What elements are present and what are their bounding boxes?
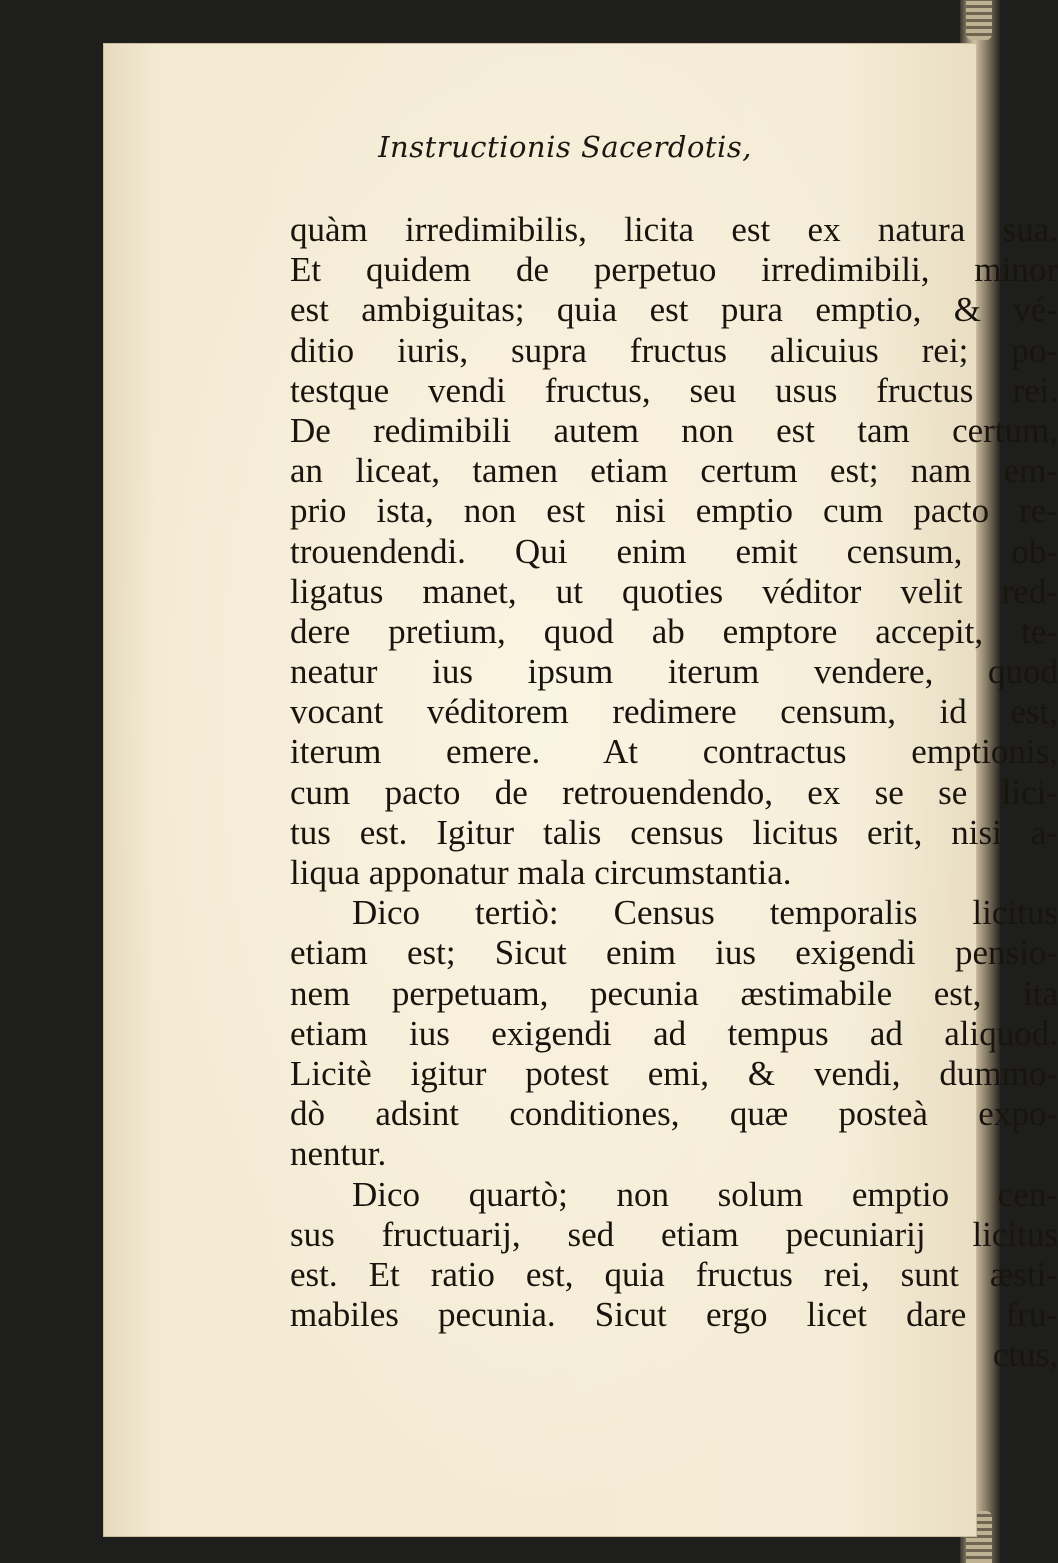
text-line: dò adsint conditiones, quæ posteà expo-: [290, 1094, 1058, 1134]
text-line: ditio iuris, supra fructus alicuius rei; po-: [290, 330, 1058, 370]
text-line: quàm irredimibilis, licita est ex natura sua.: [290, 210, 1058, 249]
text-line: est. Et ratio est, quia fructus rei, sunt æsti-: [290, 1254, 1058, 1294]
text-line: neatur ius ipsum iterum vendere, quod: [290, 652, 1058, 692]
text-line: nentur.: [290, 1134, 387, 1174]
text-line: trouendendi. Qui enim emit censum, ob-: [290, 531, 1058, 571]
text-line: Dico tertiò: Census temporalis licitus: [352, 893, 1058, 933]
text-line: etiam est; Sicut enim ius exigendi pensio-: [290, 933, 1058, 973]
text-line: ligatus manet, ut quoties véditor velit red-: [290, 571, 1058, 611]
body-text: [290, 210, 1058, 1375]
running-head: Instructionis Sacerdotis,: [378, 130, 752, 164]
text-line: Dico quartò; non solum emptio cen-: [352, 1174, 1058, 1214]
text-line: vocant véditorem redimere censum, id est,: [290, 692, 1058, 732]
text-line: prio ista, non est nisi emptio cum pacto re-: [290, 491, 1058, 531]
text-line: De redimibili autem non est tam certum,: [290, 410, 1058, 450]
text-line: Et quidem de perpetuo irredimibili, minor: [290, 250, 1058, 290]
text-line: ctus,: [992, 1335, 1058, 1375]
text-line: an liceat, tamen etiam certum est; nam em-: [290, 451, 1058, 491]
text-line: est ambiguitas; quia est pura emptio, & vé-: [290, 290, 1058, 330]
text-line: sus fructuarij, sed etiam pecuniarij licitus: [290, 1214, 1058, 1254]
text-line: nem perpetuam, pecunia æstimabile est, ita: [290, 973, 1058, 1013]
text-line: iterum emere. At contractus emptionis,: [290, 732, 1058, 772]
text-line: tus est. Igitur talis census licitus erit, nisi a-: [290, 812, 1058, 852]
text-line: testque vendi fructus, seu usus fructus rei.: [290, 370, 1058, 410]
text-line: mabiles pecunia. Sicut ergo licet dare fru-: [290, 1295, 1058, 1335]
text-line: liqua apponatur mala circumstantia.: [290, 853, 792, 892]
text-line: dere pretium, quod ab emptore accepit, te-: [290, 611, 1058, 651]
spine-tie-top: [966, 0, 992, 40]
text-line: Licitè igitur potest emi, & vendi, dummo-: [290, 1053, 1058, 1093]
text-line: cum pacto de retrouendendo, ex se se lici-: [290, 772, 1058, 812]
book-page: [104, 44, 1058, 1536]
text-line: etiam ius exigendi ad tempus ad aliquod.: [290, 1013, 1058, 1053]
